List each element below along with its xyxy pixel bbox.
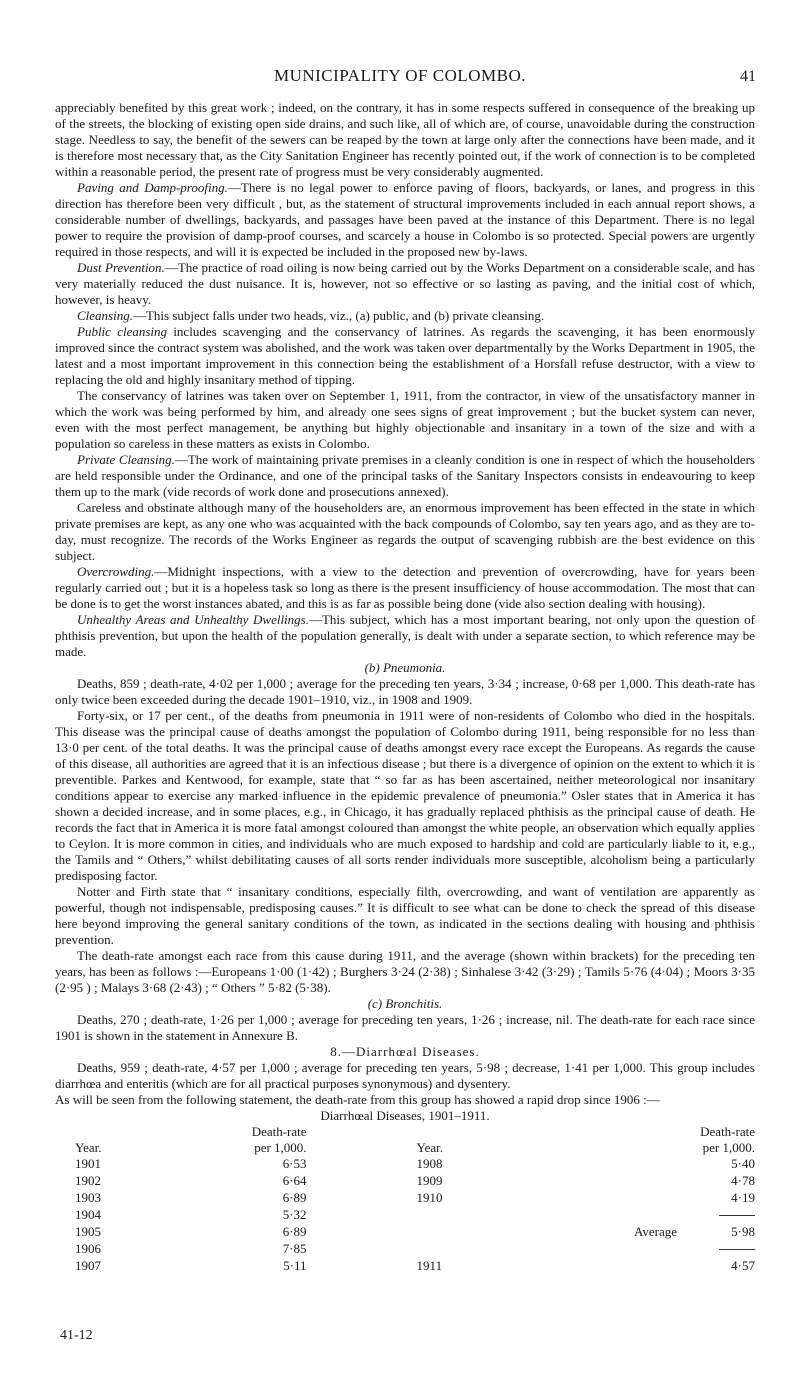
paving-heading: Paving and Damp-proofing. (77, 180, 228, 195)
paragraph-paving (55, 180, 755, 260)
paragraph-public-cleansing (55, 324, 755, 388)
overcrowding-text: —Midnight inspections, with a view to the detection and prevention of overcrowding, have for years been regularly carried out ; but it is a hopeless task so long as there is the present insufficiency of house accommodation. The most that can be done is to get the worst instances abated, and this is as far as possible being done (vide also section dealing with housing). (55, 564, 755, 611)
paragraph-pneumonia-1: Deaths, 859 ; death-rate, 4·02 per 1,000 ; average for the preceding ten years, 3·34 ; increase, 0·68 per 1,000. This death-rate has only twice been exceeded during the decade 1901–1910, viz., in 1908 and 1909. (55, 676, 755, 707)
paragraph-pneumonia-3: Notter and Firth state that “ insanitary conditions, especially filth, overcrowding, and want of ventilation are apparently as powerful, though not indispensable, predisposing causes.” It is difficult to see what can be done to check the spread of this disease here beyond improving the general sanitary conditions of the town, as indicated in the sections dealing with housing and phthisis prevention. (55, 884, 755, 947)
sum-rule (719, 1215, 755, 1217)
table-row: 1907 5·11 1911 4·57 (75, 1258, 765, 1275)
overcrowding-heading: Overcrowding. (77, 564, 155, 579)
header-rate-2-left: per 1,000. (254, 1140, 307, 1155)
table-row: 1905 6·89 Average 5·98 (75, 1224, 765, 1241)
table-row: 1901 6·53 1908 5·40 (75, 1156, 755, 1171)
paragraph-cleansing (55, 308, 755, 324)
paragraph-diarrhoeal-1: Deaths, 959 ; death-rate, 4·57 per 1,000 ; average for preceding ten years, 5·98 ; decrease, 1·41 per 1,000. This group includes diarrhœa and enteritis (which are for all practical purposes synonymous) and dysentery. (55, 1060, 755, 1091)
paragraph-overcrowding (55, 564, 755, 612)
header-year-right: Year. (416, 1140, 444, 1155)
death-rate-table (75, 1124, 765, 1275)
dust-heading: Dust Prevention. (77, 260, 165, 275)
table-row: 1902 6·64 1909 4·78 (75, 1173, 755, 1188)
table-row: 1904 5·32 (75, 1207, 765, 1224)
private-cleansing-text: —The work of maintaining private premises in a cleanly condition is one in respect of which the householders are held responsible under the Ordinance, and one of the principal tasks of the Sanitary Inspectors consists in endeavouring to keep them up to the mark (vide records of work done and prosecutions annexed). (55, 452, 755, 499)
table-row: 1906 7·85 (75, 1241, 765, 1258)
final-year: 1911 (416, 1258, 443, 1273)
table-header-row (75, 1140, 765, 1156)
paragraph-diarrhoeal-2: As will be seen from the following statement, the death-rate from this group has showed a rapid drop since 1906 :— (55, 1092, 660, 1107)
paragraph-bronchitis: Deaths, 270 ; death-rate, 1·26 per 1,000 ; average for preceding ten years, 1·26 ; increase, nil. The death-rate for each race since 1901 is shown in the statement in Annexure B. (55, 1012, 755, 1043)
header-rate-2-right: per 1,000. (702, 1140, 755, 1155)
private-cleansing-heading: Private Cleansing. (77, 452, 175, 467)
paragraph-pneumonia-4: The death-rate amongst each race from this cause during 1911, and the average (shown within brackets) for the preceding ten years, has been as follows :—Europeans 1·00 (1·42) ; Burghers 3·24 (2·38) ; Sinhalese 3·42 (3·29) ; Tamils 5·76 (4·04) ; Moors 3·35 (2·95 ) ; Malays 3·68 (2·43) ; “ Others ” 5·82 (5·38). (55, 948, 755, 995)
footer-code: 41-12 (60, 1328, 93, 1343)
header-year-left: Year. (75, 1140, 102, 1155)
paragraph-conservancy: The conservancy of latrines was taken over on September 1, 1911, from the contractor, in view of the unsatisfactory manner in which the work was being performed by him, and already one sees signs of great improvement ; but the bucket system can never, even with the most perfect management, be anything but highly objectionable and insanitary in a town of the size and with a population so careless in these matters as exists in Colombo. (55, 388, 755, 451)
pneumonia-heading: (b) Pneumonia. (364, 660, 446, 675)
header-rate-1-left: Death-rate (251, 1124, 307, 1139)
unhealthy-heading: Unhealthy Areas and Unhealthy Dwellings. (77, 612, 309, 627)
paragraph-private-cleansing (55, 452, 755, 500)
diarrhoeal-heading: 8.—Diarrhœal Diseases. (330, 1044, 480, 1059)
page-number: 41 (740, 68, 756, 85)
paragraph-dust (55, 260, 755, 308)
paragraph-careless: Careless and obstinate although many of the householders are, an enormous improvement has been effected in the state in which private premises are kept, as any one who was acquainted with the back compounds of Colombo, say ten years ago, and as they are to-day, must recognize. The records of the Works Engineer as regards the output of scavenging rubbish are the best evidence on this subject. (55, 500, 755, 563)
final-rate: 4·57 (731, 1258, 755, 1273)
paragraph-pneumonia-2: Forty-six, or 17 per cent., of the deaths from pneumonia in 1911 were of non-residents of Colombo who died in the hospitals. This disease was the principal cause of deaths amongst the population of Colombo during 1911, being responsible for no less than 13·0 per cent. of the total deaths. It was the principal cause of deaths amongst every race except the Europeans. As regards the cause of this disease, all authorities are agreed that it is an infectious disease ; but there is a divergence of opinion on the extent to which it is preventible. Parkes and Kentwood, for example, state that “ so far as has been ascertained, neither meteorological nor insanitary conditions appear to exercise any marked influence in the epidemic prevalence of pneumonia.” Osler states that in America it has shown a decided increase, and in some places, e.g., in Chicago, it has gradually replaced phthisis as the principal cause of death. He records the fact that in America it is more fatal amongst coloured than amongst the white people, an observation which equally applies to Ceylon. It is more common in cities, and individuals who are much exposed to hardship and cold are particularly liable to it, e.g., the Tamils and “ Others,” whilst debilitating causes of all sorts render individuals more susceptible, alcoholism being a particularly predisposing factor. (55, 708, 755, 883)
cleansing-text: —This subject falls under two heads, viz., (a) public, and (b) private cleansing. (132, 308, 545, 323)
public-cleansing-heading: Public cleansing (77, 324, 168, 339)
table-title: Diarrhœal Diseases, 1901–1911. (320, 1108, 490, 1123)
paragraph-continuation: appreciably benefited by this great work ; indeed, on the contrary, it has in some respects suffered in consequence of the breaking up of the streets, the blocking of existing open side drains, and such like, all of which are, of course, unavoidable during the construction stage. Needless to say, the benefit of the sewers can be reaped by the town at large only after the connections have been made, and it is therefore most necessary that, as the City Sanitation Engineer has recently pointed out, if the work of connection is to be completed within a reasonable period, the present rate of progress must be very considerably augmented. (55, 100, 755, 179)
average-label: Average (633, 1224, 678, 1239)
dust-text: —The practice of road oiling is now being carried out by the Works Department on a considerable scale, and has very materially reduced the dust nuisance. It is, however, not so effective or so lasting as paving, and the initial cost of which, however, is heavy. (55, 260, 755, 307)
header-rate-1-right: Death-rate (700, 1124, 755, 1139)
running-header: MUNICIPALITY OF COLOMBO. (273, 66, 527, 85)
cleansing-heading: Cleansing. (77, 308, 133, 323)
unhealthy-text: —This subject, which has a most important bearing, not only upon the question of phthisis prevention, but upon the health of the population generally, is dealt with under a separate section, to which reference may be made. (55, 612, 755, 659)
table-header-row (75, 1124, 765, 1140)
bronchitis-heading: (c) Bronchitis. (367, 996, 443, 1011)
table-row: 1903 6·89 1910 4·19 (75, 1190, 755, 1205)
average-value: 5·98 (731, 1224, 755, 1239)
public-cleansing-text: includes scavenging and the conservancy of latrines. As regards the scavenging, it has been enormously improved since the contract system was abolished, and the work was taken over departmentally by the Works Department in 1905, the latest and a most important improvement in this connection being the establishment of a Horsfall refuse destructor, with a view to replacing the old and highly insanitary method of tipping. (55, 324, 756, 387)
page-body (55, 100, 755, 1275)
paving-text: —There is no legal power to enforce paving of floors, backyards, or lanes, and progress in this direction has therefore been very difficult , but, as the statement of structural improvements included in each annual report shows, a considerable number of dwellings, backyards, and passages have been paved at the instance of this Department. There is no legal power to require the provision of damp-proof courses, and scarcely a house in Colombo is so protected. Special powers are urgently required in those respects, and will it is expected be included in the proposed new by-laws. (55, 180, 755, 259)
paragraph-unhealthy (55, 612, 755, 660)
sum-rule (719, 1249, 755, 1251)
